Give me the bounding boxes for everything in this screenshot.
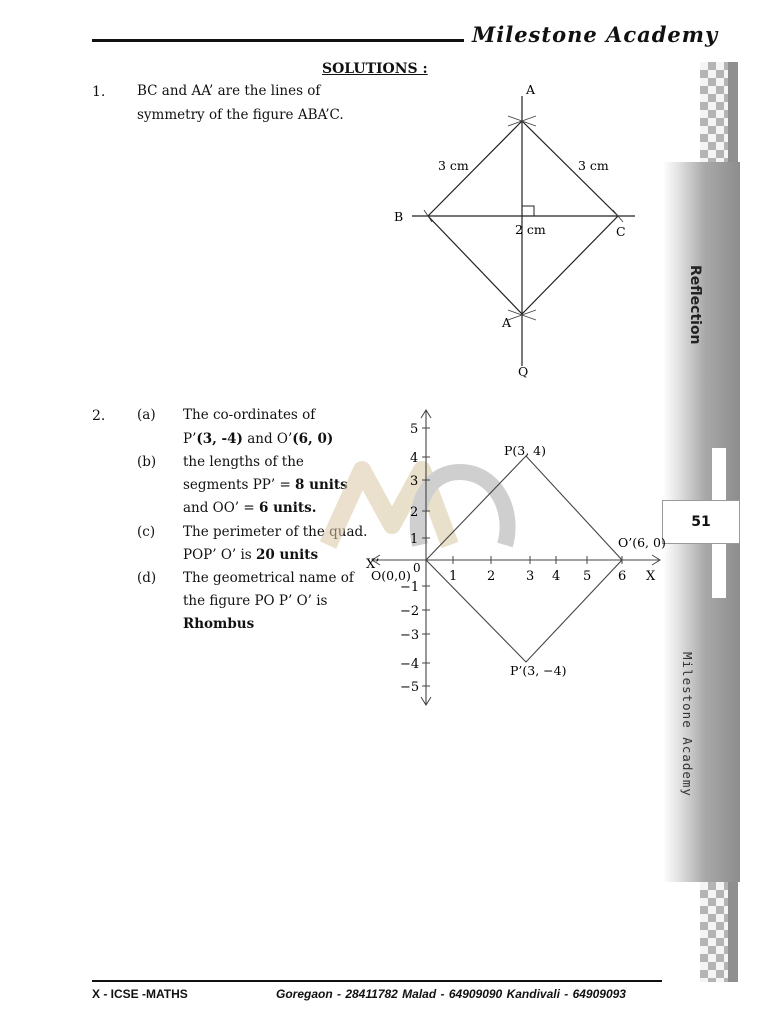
chapter-title: Reflection	[687, 265, 703, 345]
footer-rule	[92, 980, 662, 982]
y-tick-label: 3	[410, 474, 419, 489]
q1-diagram	[380, 70, 660, 390]
q2c-line1: The perimeter of the quad.	[183, 524, 368, 540]
q2-number: 2.	[92, 408, 106, 424]
side-strip-bottom	[728, 882, 738, 982]
label-a-bottom: A	[502, 315, 512, 330]
x-axis-label-left: X’	[366, 557, 380, 572]
axis-ticks	[400, 422, 626, 695]
q2b-seg-value: 8 units	[295, 477, 348, 493]
y-tick-label: −4	[400, 657, 420, 672]
q2d-line2: the figure PO P’ O’ is	[183, 593, 328, 609]
label-a-top: A	[526, 82, 536, 97]
brand-logo-text: Milestone Academy	[472, 22, 719, 47]
x-tick-label: 2	[487, 569, 496, 584]
q2c-line2	[183, 544, 318, 568]
sidebar-brand: Milestone Academy	[680, 652, 695, 797]
q1-text-line1: BC and AA’ are the lines of	[137, 83, 321, 99]
q2a-and: and O’	[242, 431, 293, 447]
point-o-prime-label: O’(6, 0)	[618, 535, 666, 550]
q2a-label: (a)	[137, 407, 156, 423]
q2d-label: (d)	[137, 570, 157, 586]
q2b-oo-value: 6 units.	[259, 500, 317, 516]
x-axis-label: X	[646, 569, 656, 584]
q2c-label: (c)	[137, 524, 156, 540]
q2b-seg-pre: segments PP’ =	[183, 477, 296, 493]
solutions-title: SOLUTIONS :	[322, 61, 428, 77]
label-left-side: 3 cm	[438, 158, 469, 173]
right-angle-mark	[522, 206, 534, 216]
y-tick-label: 2	[410, 505, 419, 520]
x-tick-label: 1	[449, 569, 458, 584]
x-tick-label: 3	[526, 569, 535, 584]
footer-course: X - ICSE -MATHS	[92, 987, 188, 1001]
q2d-line1: The geometrical name of	[183, 570, 354, 586]
header-rule	[92, 39, 464, 42]
q2b-oo-pre: and OO’ =	[183, 500, 259, 516]
y-tick-label: −1	[400, 580, 420, 595]
footer-contacts: Goregaon - 28411782 Malad - 64909090 Kandivali - 64909093	[276, 987, 626, 1001]
label-right-side: 3 cm	[578, 158, 609, 173]
x-tick-label: 4	[552, 569, 561, 584]
y-tick-label: 5	[410, 422, 419, 437]
q2c-value: 20 units	[256, 547, 319, 563]
x-tick-label: 6	[618, 569, 627, 584]
label-c: C	[616, 224, 626, 239]
rhombus-popo	[426, 456, 622, 662]
x-tick-label: 5	[583, 569, 592, 584]
q2-coordinate-graph	[300, 400, 670, 710]
page-number: 51	[662, 500, 740, 544]
point-p-label: P(3, 4)	[504, 443, 547, 458]
q2a-line1: The co-ordinates of	[183, 407, 316, 423]
y-tick-label: −2	[400, 604, 420, 619]
q1-number: 1.	[92, 84, 106, 100]
point-p-prime-label: P’(3, −4)	[510, 663, 567, 678]
q2a-p-prefix: P’	[183, 431, 197, 447]
label-b: B	[394, 209, 404, 224]
q2b-line1: the lengths of the	[183, 454, 304, 470]
side-strip-top	[728, 62, 738, 162]
q1-text-line2: symmetry of the figure ABA’C.	[137, 107, 344, 123]
q2b-line3	[183, 497, 316, 521]
label-mid: 2 cm	[515, 222, 546, 237]
point-o-label: O(0,0)	[371, 568, 411, 583]
origin-zero-label: 0	[413, 561, 421, 575]
y-tick-label: −5	[400, 680, 420, 695]
q2b-label: (b)	[137, 454, 157, 470]
y-tick-label: 4	[410, 451, 419, 466]
q2d-answer: Rhombus	[183, 616, 255, 632]
label-q: Q	[518, 364, 529, 379]
q2a-p-coord: (3, -4)	[196, 431, 243, 447]
y-tick-label: −3	[400, 628, 420, 643]
q2a-o-coord: (6, 0)	[292, 431, 334, 447]
y-tick-label: 1	[410, 532, 419, 547]
q2c-pre: POP’ O’ is	[183, 547, 257, 563]
rhombus-shape	[428, 121, 618, 314]
